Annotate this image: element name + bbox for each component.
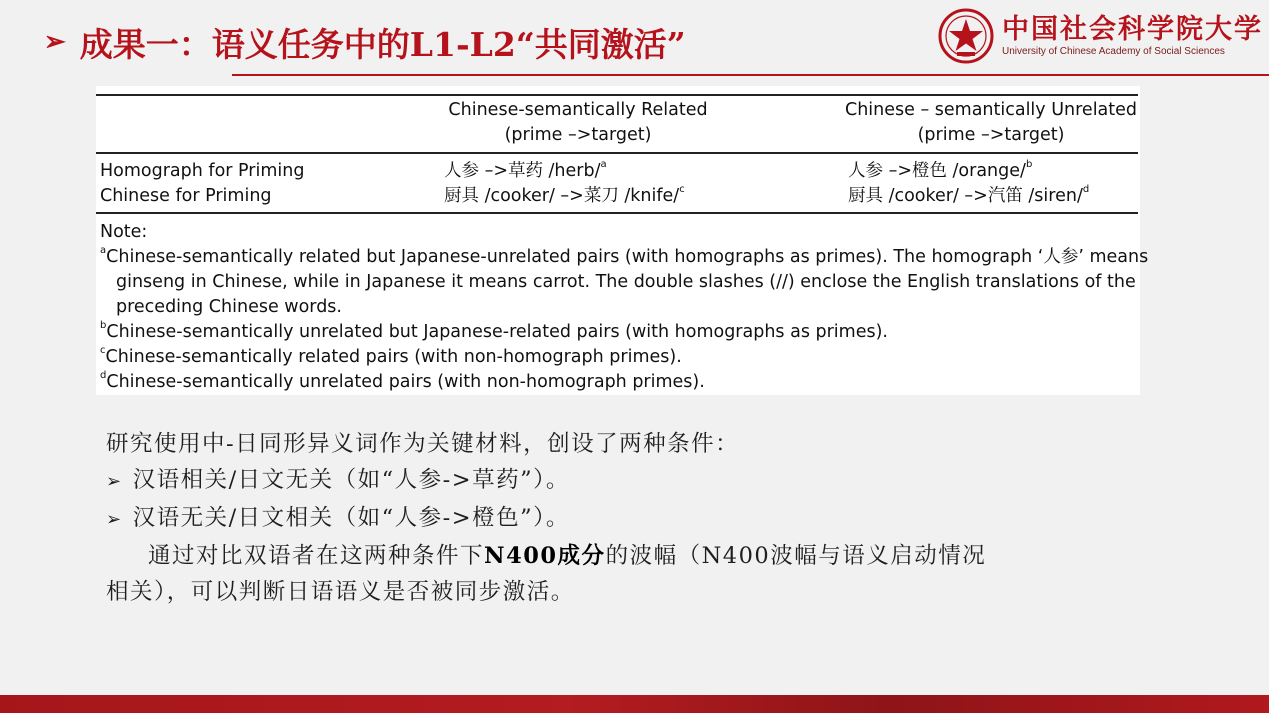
table-bottom-rule xyxy=(96,212,1138,214)
cell-chinese-related: 厨具 /cooker/ –>菜刀 /knife/$^c$ xyxy=(444,184,685,206)
body-bullet-2: ➢ 汉语无关/日文相关（如“人参->橙色”）。 xyxy=(106,505,570,531)
body-bullet-1: ➢ 汉语相关/日文无关（如“人参->草药”）。 xyxy=(106,467,570,493)
col-head-unrelated-line1: Chinese – semantically Unrelated xyxy=(844,100,1138,120)
slide-body xyxy=(106,426,1166,610)
body-paragraph: 通过对比双语者在这两种条件下N400成分的波幅（N400波幅与语义启动情况 xyxy=(148,543,987,569)
note-a: $^a$Chinese-semantically related but Japanese-unrelated pairs (with homographs as primes). The homograph ‘人参’ means xyxy=(100,245,1149,267)
notes-heading: Note: xyxy=(100,222,148,242)
logo-chinese-name: 中国社会科学院大学 xyxy=(1002,14,1263,45)
university-logo xyxy=(938,8,1263,64)
note-b: $^b$Chinese-semantically unrelated but Japanese-related pairs (with homographs as primes). xyxy=(100,320,888,342)
stimulus-table xyxy=(96,86,1149,395)
title-underline xyxy=(232,74,1269,76)
col-head-related xyxy=(428,98,728,148)
col-head-unrelated xyxy=(841,98,1141,148)
note-c: $^c$Chinese-semantically related pairs (with non-homograph primes). xyxy=(100,345,682,367)
col-head-unrelated-line2: (prime –>target) xyxy=(917,125,1065,145)
bullet-arrow-icon: ➢ xyxy=(106,509,123,530)
slide-title xyxy=(44,12,686,72)
table-notes xyxy=(100,220,1149,395)
logo-english-name: University of Chinese Academy of Social Sciences xyxy=(1002,46,1225,57)
cell-homograph-related: 人参 –>草药 /herb/$^a$ xyxy=(444,159,607,181)
col-head-related-line2: (prime –>target) xyxy=(504,125,652,145)
row-label-homograph: Homograph for Priming xyxy=(100,161,305,181)
row-label-chinese: Chinese for Priming xyxy=(100,186,272,206)
table-top-rule xyxy=(96,94,1138,96)
title-arrow-icon: ➢ xyxy=(44,27,66,57)
note-d: $^d$Chinese-semantically unrelated pairs (with non-homograph primes). xyxy=(100,370,705,392)
footer-band xyxy=(0,695,1269,713)
body-paragraph-line2: 相关），可以判断日语语义是否被同步激活。 xyxy=(106,579,575,605)
cell-chinese-unrelated: 厨具 /cooker/ –>汽笛 /siren/$^d$ xyxy=(848,184,1090,206)
bullet-arrow-icon: ➢ xyxy=(106,471,123,492)
note-a-line3: preceding Chinese words. xyxy=(116,297,342,317)
body-intro: 研究使用中-日同形异义词作为关键材料，创设了两种条件： xyxy=(106,431,740,457)
table-mid-rule xyxy=(96,152,1138,154)
note-a-line2: ginseng in Chinese, while in Japanese it means carrot. The double slashes (//) enclose the English translations of the xyxy=(116,272,1136,292)
cell-homograph-unrelated: 人参 –>橙色 /orange/$^b$ xyxy=(848,159,1033,181)
col-head-related-line1: Chinese-semantically Related xyxy=(448,100,708,120)
slide-title-text: 成果一：语义任务中的L1-L2“共同激活” xyxy=(79,24,686,64)
n400-emphasis: N400成分 xyxy=(484,543,606,569)
university-seal-icon xyxy=(938,8,994,64)
